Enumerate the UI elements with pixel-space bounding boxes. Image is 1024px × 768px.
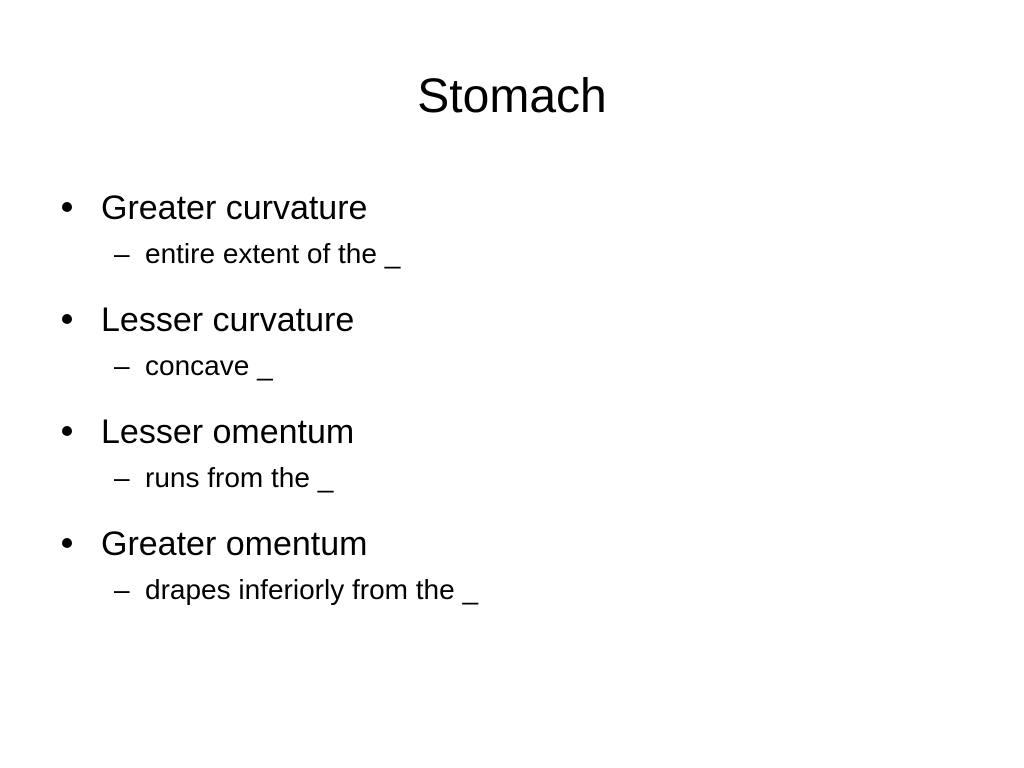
dash-icon: – [114, 238, 130, 269]
slide-title: Stomach [417, 70, 607, 123]
dash-icon: – [114, 350, 130, 381]
sub-bullet-row [60, 457, 960, 499]
sub-bullet-row [60, 569, 960, 611]
bullet-row [60, 183, 960, 233]
bullet-dot-icon [62, 202, 72, 212]
list-item [60, 407, 960, 499]
list-item [60, 519, 960, 611]
bullet-row [60, 519, 960, 569]
bullet-list [60, 183, 960, 631]
bullet-text: Lesser curvature [101, 301, 355, 339]
sub-bullet-text: entire extent of the _ [145, 238, 401, 269]
sub-bullet-row [60, 345, 960, 387]
bullet-row [60, 295, 960, 345]
list-item [60, 183, 960, 275]
sub-bullet-row [60, 233, 960, 275]
bullet-text: Greater omentum [101, 525, 368, 563]
bullet-text: Greater curvature [101, 189, 368, 227]
bullet-text: Lesser omentum [101, 413, 355, 451]
dash-icon: – [114, 462, 130, 493]
bullet-dot-icon [62, 538, 72, 548]
sub-bullet-text: concave _ [145, 350, 273, 381]
bullet-dot-icon [62, 426, 72, 436]
list-item [60, 295, 960, 387]
bullet-row [60, 407, 960, 457]
bullet-dot-icon [62, 314, 72, 324]
sub-bullet-text: drapes inferiorly from the _ [145, 574, 479, 605]
dash-icon: – [114, 574, 130, 605]
sub-bullet-text: runs from the _ [145, 462, 334, 493]
